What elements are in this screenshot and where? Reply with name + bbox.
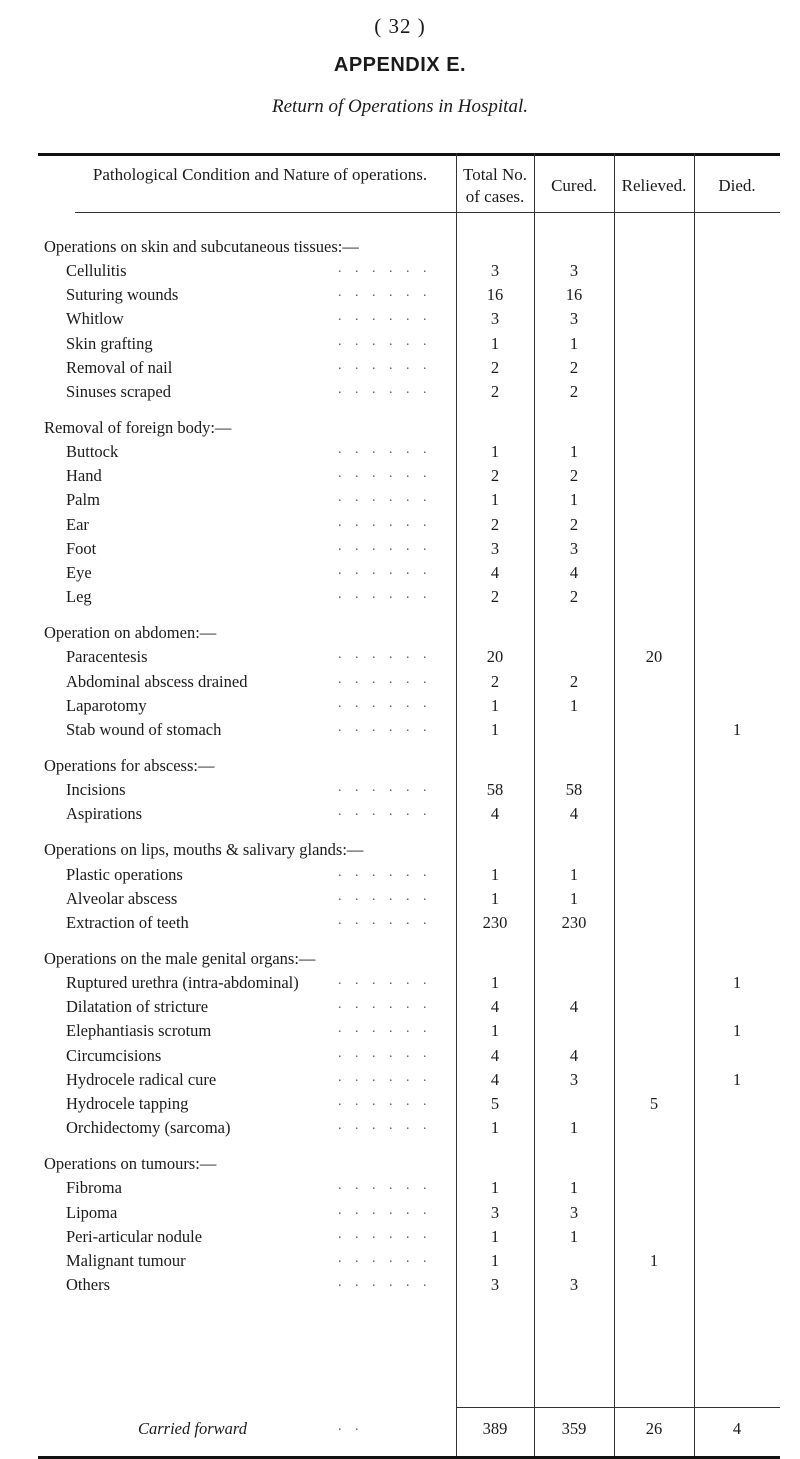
row-label: Extraction of teeth (66, 913, 189, 932)
cases-total: 1 (490, 334, 500, 353)
table-row (0, 1046, 800, 1070)
row-label: Cellulitis (66, 261, 127, 280)
section-heading: Operation on abdomen:— (44, 623, 217, 642)
row-label: Foot (66, 539, 97, 558)
cases-total: 16 (486, 285, 504, 304)
cases-total: 58 (486, 780, 504, 799)
cases-total: 1 (490, 442, 500, 461)
cases-died: 1 (732, 720, 742, 739)
table-row (0, 1094, 800, 1118)
header-total: Total No. of cases. (463, 165, 527, 206)
table-row (0, 382, 800, 406)
table-row (0, 780, 800, 804)
cases-total: 4 (490, 563, 500, 582)
section-heading-row (0, 237, 800, 261)
cases-cured: 1 (569, 696, 579, 715)
cases-total: 2 (490, 672, 500, 691)
cases-cured: 3 (569, 539, 579, 558)
table-row (0, 261, 800, 285)
section-heading: Removal of foreign body:— (44, 418, 232, 437)
appendix-title: APPENDIX E. (333, 54, 467, 76)
cases-cured: 3 (569, 261, 579, 280)
cases-cured: 4 (569, 1046, 579, 1065)
row-label: Buttock (66, 442, 119, 461)
table-row (0, 539, 800, 563)
row-label: Hydrocele tapping (66, 1094, 189, 1113)
row-label: Orchidectomy (sarcoma) (66, 1118, 231, 1137)
section-heading: Operations on skin and subcutaneous tissues:— (44, 237, 359, 256)
row-label: Lipoma (66, 1203, 118, 1222)
table-row (0, 865, 800, 889)
leader-dots: . . . . . . (338, 672, 432, 687)
table-row (0, 1118, 800, 1142)
cases-total: 20 (486, 647, 504, 666)
cases-total: 1 (490, 1118, 500, 1137)
cases-cured: 4 (569, 997, 579, 1016)
cases-total: 1 (490, 889, 500, 908)
section-heading-row (0, 949, 800, 973)
row-label: Alveolar abscess (66, 889, 178, 908)
cases-total: 1 (490, 1251, 500, 1270)
cases-cured: 1 (569, 490, 579, 509)
cases-cured: 16 (565, 285, 583, 304)
row-label: Ear (66, 515, 89, 534)
cases-total: 2 (490, 382, 500, 401)
table-row (0, 563, 800, 587)
cases-total: 5 (490, 1094, 500, 1113)
table-row (0, 466, 800, 490)
cases-cured: 2 (569, 466, 579, 485)
header-cured: Cured. (551, 176, 597, 195)
cases-cured: 2 (569, 587, 579, 606)
row-label: Incisions (66, 780, 126, 799)
leader-dots: . . . . . . (338, 865, 432, 880)
table-row (0, 1021, 800, 1045)
row-label: Laparotomy (66, 696, 147, 715)
total-cured: 359 (561, 1419, 587, 1438)
cases-cured: 1 (569, 334, 579, 353)
row-label: Plastic operations (66, 865, 183, 884)
table-row (0, 587, 800, 611)
leader-dots: . . . . . . (338, 1118, 432, 1133)
section-heading-row (0, 1154, 800, 1178)
cases-cured: 1 (569, 442, 579, 461)
table-row (0, 696, 800, 720)
total-cases: 389 (482, 1419, 508, 1438)
table-row (0, 285, 800, 309)
section-heading-row (0, 418, 800, 442)
cases-total: 4 (490, 1070, 500, 1089)
table-row (0, 309, 800, 333)
leader-dots: . . . . . . (338, 804, 432, 819)
cases-total: 1 (490, 973, 500, 992)
table-row (0, 973, 800, 997)
leader-dots: . . . . . . (338, 696, 432, 711)
cases-cured: 3 (569, 1275, 579, 1294)
leader-dots: . . . . . . (338, 1178, 432, 1193)
table-row (0, 672, 800, 696)
section-heading: Operations on the male genital organs:— (44, 949, 316, 968)
table-row (0, 515, 800, 539)
cases-total: 2 (490, 358, 500, 377)
leader-dots: . . . . . . (338, 1094, 432, 1109)
cases-cured: 1 (569, 889, 579, 908)
leader-dots: . . . . . . (338, 466, 432, 481)
row-label: Peri-articular nodule (66, 1227, 203, 1246)
row-label: Ruptured urethra (intra-abdominal) (66, 973, 299, 992)
table-row (0, 647, 800, 671)
section-heading-row (0, 840, 800, 864)
cases-total: 1 (490, 1178, 500, 1197)
row-label: Removal of nail (66, 358, 173, 377)
table-row (0, 442, 800, 466)
row-label: Leg (66, 587, 92, 606)
cases-total: 1 (490, 1021, 500, 1040)
row-label: Carried forward (138, 1419, 247, 1438)
section-heading: Operations on tumours:— (44, 1154, 217, 1173)
leader-dots: . . . . . . (338, 780, 432, 795)
row-label: Others (66, 1275, 110, 1294)
cases-total: 3 (490, 261, 500, 280)
leader-dots: . . . . . . (338, 720, 432, 735)
cases-total: 3 (490, 539, 500, 558)
leader-dots: . . . . . . (338, 261, 432, 276)
table-row (0, 334, 800, 358)
leader-dots: . . . . . . (338, 1275, 432, 1290)
table-row (0, 804, 800, 828)
table-top-rule (38, 153, 780, 156)
table-row (0, 913, 800, 937)
leader-dots: . . . . . . (338, 515, 432, 530)
row-label: Palm (66, 490, 100, 509)
cases-cured: 4 (569, 804, 579, 823)
cases-total: 3 (490, 1275, 500, 1294)
section-heading-row (0, 756, 800, 780)
leader-dots: . . . . . . (338, 889, 432, 904)
leader-dots: . . . . . . (338, 1070, 432, 1085)
table-row (0, 1203, 800, 1227)
total-rule (456, 1407, 780, 1408)
cases-cured: 58 (565, 780, 583, 799)
row-label: Malignant tumour (66, 1251, 186, 1270)
cases-cured: 3 (569, 1070, 579, 1089)
cases-cured: 2 (569, 515, 579, 534)
leader-dots: . . . . . . (338, 1046, 432, 1061)
header-rule (75, 212, 780, 213)
page-number: ( 32 ) (374, 14, 426, 38)
leader-dots: . . . . . . (338, 309, 432, 324)
leader-dots: . . . . . . (338, 285, 432, 300)
leader-dots: . . . . . . (338, 1203, 432, 1218)
cases-total: 2 (490, 466, 500, 485)
row-label: Whitlow (66, 309, 124, 328)
cases-cured: 2 (569, 358, 579, 377)
cases-died: 1 (732, 1070, 742, 1089)
cases-cured: 3 (569, 309, 579, 328)
cases-cured: 3 (569, 1203, 579, 1222)
leader-dots: . . . . . . (338, 490, 432, 505)
table-row (0, 490, 800, 514)
leader-dots: . . . . . . (338, 442, 432, 457)
row-label: Stab wound of stomach (66, 720, 222, 739)
cases-total: 2 (490, 515, 500, 534)
cases-cured: 1 (569, 1118, 579, 1137)
table-row (0, 889, 800, 913)
cases-total: 2 (490, 587, 500, 606)
row-label: Hand (66, 466, 102, 485)
cases-total: 1 (490, 1227, 500, 1246)
header-died: Died. (718, 176, 756, 195)
cases-total: 3 (490, 1203, 500, 1222)
leader-dots: . . . . . . (338, 973, 432, 988)
table-row (0, 997, 800, 1021)
row-label: Fibroma (66, 1178, 122, 1197)
leader-dots: . . . . . . (338, 1021, 432, 1036)
cases-cured: 4 (569, 563, 579, 582)
table-row (0, 1251, 800, 1275)
row-label: Sinuses scraped (66, 382, 171, 401)
leader-dots: . . (338, 1419, 364, 1434)
section-heading: Operations on lips, mouths & salivary glands:— (44, 840, 364, 859)
row-label: Paracentesis (66, 647, 148, 666)
cases-total: 4 (490, 804, 500, 823)
cases-total: 1 (490, 696, 500, 715)
row-label: Dilatation of stricture (66, 997, 209, 1016)
cases-relieved: 5 (649, 1094, 659, 1113)
cases-total: 1 (490, 720, 500, 739)
row-label: Circumcisions (66, 1046, 162, 1065)
total-relieved: 26 (645, 1419, 663, 1438)
leader-dots: . . . . . . (338, 1227, 432, 1242)
leader-dots: . . . . . . (338, 334, 432, 349)
leader-dots: . . . . . . (338, 358, 432, 373)
leader-dots: . . . . . . (338, 539, 432, 554)
leader-dots: . . . . . . (338, 913, 432, 928)
row-label: Eye (66, 563, 92, 582)
cases-total: 4 (490, 1046, 500, 1065)
header-relieved: Relieved. (621, 176, 687, 195)
cases-total: 1 (490, 490, 500, 509)
total-died: 4 (732, 1419, 742, 1438)
leader-dots: . . . . . . (338, 587, 432, 602)
cases-relieved: 20 (645, 647, 663, 666)
cases-cured: 1 (569, 1227, 579, 1246)
carried-forward-row (0, 1419, 800, 1443)
cases-cured: 2 (569, 672, 579, 691)
row-label: Abdominal abscess drained (66, 672, 248, 691)
row-label: Aspirations (66, 804, 143, 823)
leader-dots: . . . . . . (338, 563, 432, 578)
leader-dots: . . . . . . (338, 1251, 432, 1266)
cases-cured: 1 (569, 865, 579, 884)
section-heading: Operations for abscess:— (44, 756, 215, 775)
cases-relieved: 1 (649, 1251, 659, 1270)
row-label: Suturing wounds (66, 285, 179, 304)
table-subtitle: Return of Operations in Hospital. (272, 96, 528, 117)
cases-cured: 1 (569, 1178, 579, 1197)
table-row (0, 1178, 800, 1202)
cases-total: 3 (490, 309, 500, 328)
table-row (0, 720, 800, 744)
table-row (0, 1227, 800, 1251)
leader-dots: . . . . . . (338, 647, 432, 662)
table-row (0, 1070, 800, 1094)
cases-cured: 2 (569, 382, 579, 401)
row-label: Elephantiasis scrotum (66, 1021, 212, 1040)
cases-died: 1 (732, 1021, 742, 1040)
row-label: Skin grafting (66, 334, 153, 353)
section-heading-row (0, 623, 800, 647)
leader-dots: . . . . . . (338, 997, 432, 1012)
table-row (0, 1275, 800, 1299)
row-label: Hydrocele radical cure (66, 1070, 217, 1089)
header-condition: Pathological Condition and Nature of operations. (92, 165, 428, 184)
cases-total: 4 (490, 997, 500, 1016)
cases-cured: 230 (561, 913, 587, 932)
cases-total: 1 (490, 865, 500, 884)
cases-died: 1 (732, 973, 742, 992)
cases-total: 230 (482, 913, 508, 932)
table-row (0, 358, 800, 382)
leader-dots: . . . . . . (338, 382, 432, 397)
